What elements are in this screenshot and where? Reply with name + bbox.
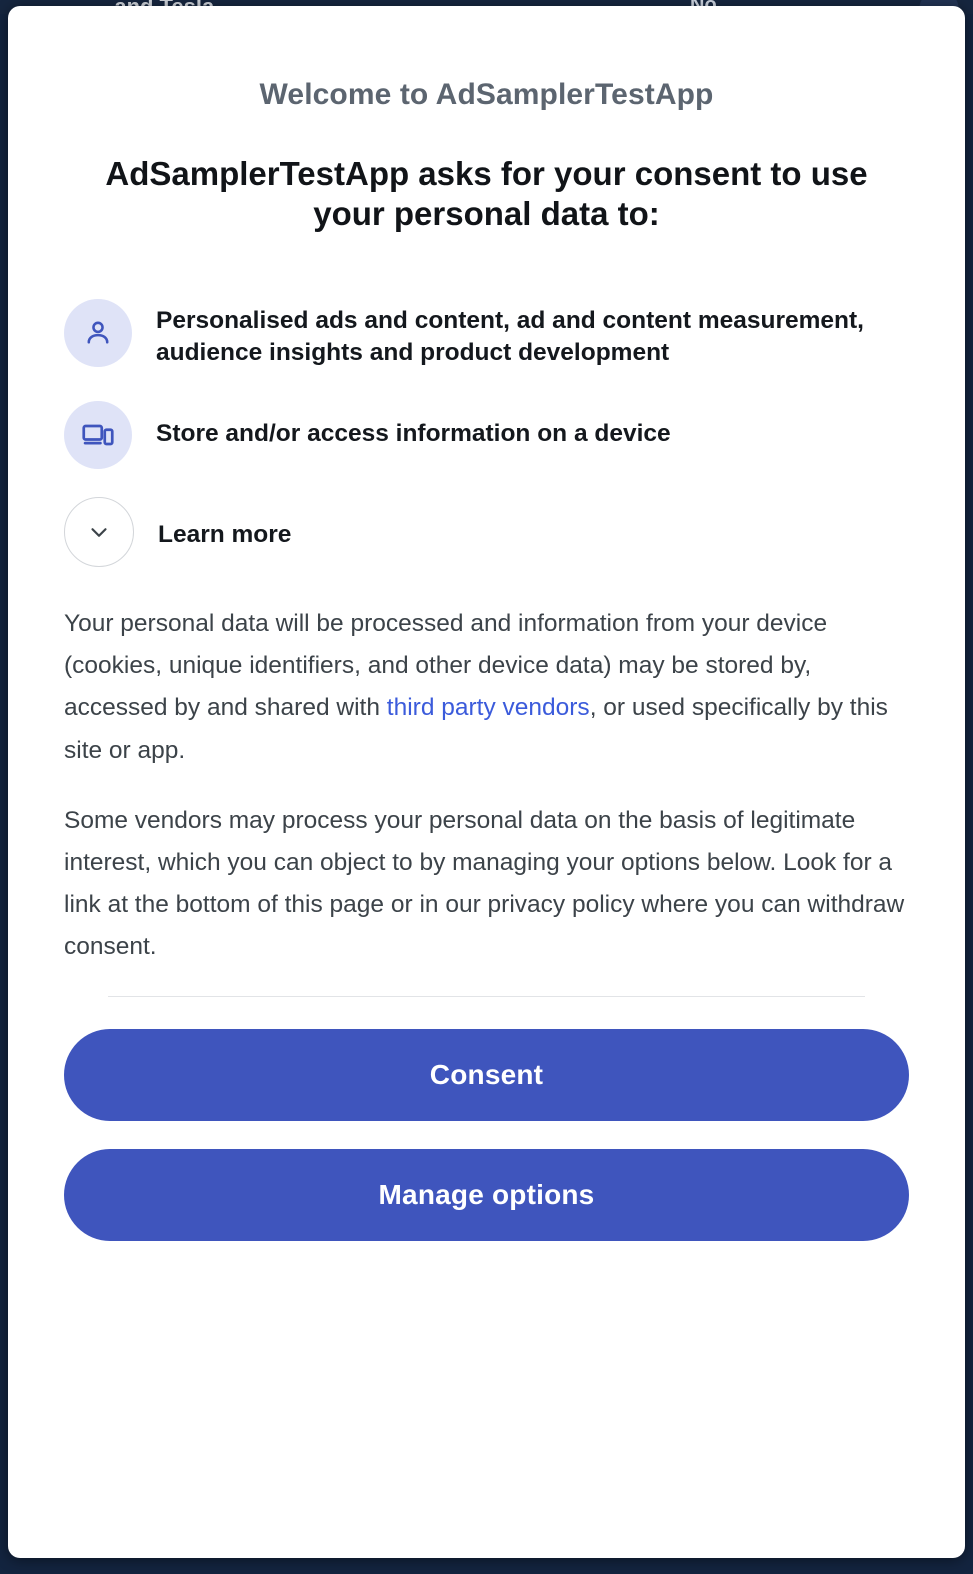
manage-options-button[interactable]: Manage options: [64, 1149, 909, 1241]
consent-button[interactable]: Consent: [64, 1029, 909, 1121]
paragraph-1-before: Your personal data will be processed and information from your device (cookies, unique identifiers, and other device data) may be stored by, accessed by and shared with: [64, 610, 828, 722]
purpose-label: Personalised ads and content, ad and content measurement, audience insights and product development: [156, 306, 864, 366]
divider: [108, 996, 865, 997]
list-item: [64, 399, 909, 469]
chevron-down-icon: [64, 497, 134, 567]
learn-more-toggle[interactable]: [64, 495, 909, 567]
page-title: Welcome to AdSamplerTestApp: [259, 78, 714, 111]
third-party-vendors-link[interactable]: third party vendors: [386, 694, 590, 722]
learn-more-label: Learn more: [158, 520, 292, 548]
list-item: [64, 297, 909, 370]
privacy-paragraph-2: Some vendors may process your personal data on the basis of legitimate interest, which you can object to by managing your options below. Look for a link at the bottom of this page or in our privacy policy where you can withdraw consent.: [64, 806, 905, 961]
person-icon: [64, 299, 132, 367]
privacy-paragraph-1: [64, 603, 909, 772]
purpose-label: Store and/or access information on a device: [156, 419, 671, 447]
devices-icon: [64, 401, 132, 469]
consent-heading: AdSamplerTestApp asks for your consent to use your personal data to:: [105, 155, 868, 233]
paragraph-1-after: , or used specifically by this site or app.: [64, 694, 888, 764]
purpose-list: [64, 297, 909, 568]
dialog-actions: [64, 1029, 909, 1241]
consent-dialog: [8, 6, 965, 1558]
